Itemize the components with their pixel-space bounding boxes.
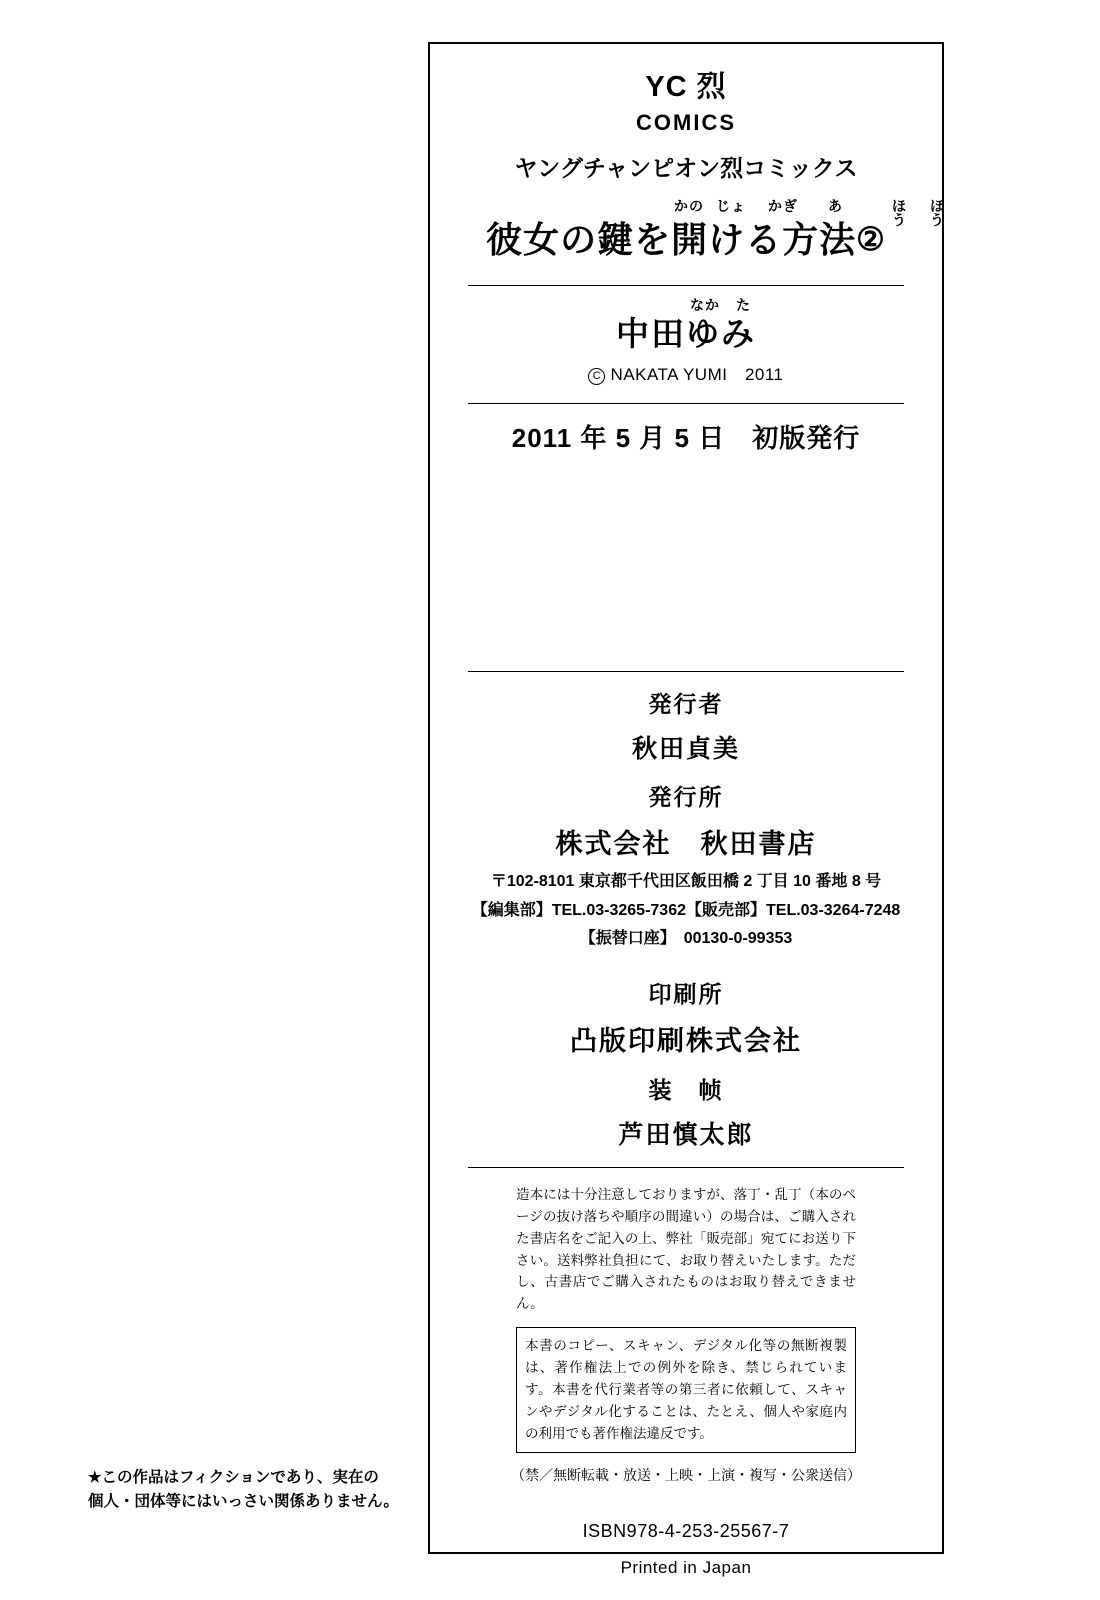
- colophon-panel: [428, 42, 945, 1578]
- imprint-main-label: YC 烈: [645, 71, 727, 103]
- book-title-text: 彼女の鍵を開ける方法: [486, 218, 857, 260]
- title-furigana-4: あ: [828, 197, 843, 214]
- publisher-company-name: 株式会社 秋田書店: [555, 829, 817, 860]
- divider-under-title: [468, 285, 904, 286]
- divider-under-author: [468, 403, 904, 404]
- title-furigana-5: ほう: [892, 197, 907, 228]
- imprint-sub-label: COMICS: [636, 109, 736, 135]
- title-furigana-2: じょ: [716, 197, 746, 214]
- title-furigana-1: かの: [674, 197, 704, 214]
- divider-above-publisher: [468, 671, 904, 672]
- publisher-person-label: 発行者: [648, 691, 724, 718]
- publication-date: 2011 年 5 月 5 日 初版発行: [511, 423, 861, 454]
- blank-spacer: [468, 455, 904, 661]
- isbn-number: ISBN978-4-253-25567-7: [582, 1521, 790, 1542]
- author-furigana-2: た: [736, 296, 751, 313]
- title-block: [468, 197, 945, 275]
- title-furigana-row: [468, 197, 945, 228]
- star-icon: ★: [88, 1469, 102, 1486]
- printed-in-japan: Printed in Japan: [620, 1558, 752, 1578]
- imprint-series-label: ヤングチャンピオン烈コミックス: [514, 154, 858, 181]
- publisher-furikae-account: 【振替口座】 00130-0-99353: [579, 930, 793, 948]
- volume-number: ②: [856, 220, 886, 257]
- publisher-person-name: 秋田貞美: [631, 735, 740, 764]
- copying-prohibition-box: 本書のコピー、スキャン、デジタル化等の無断複製は、著作権法上での例外を除き、禁じられています。本書を代行業者等の第三者に依頼して、スキャンやデジタル化することは、たとえ、個人や家庭内の利用でも著作権法違反です。: [516, 1327, 856, 1453]
- author-furigana-row: [468, 298, 904, 316]
- copyright-line: [468, 360, 904, 385]
- defect-notice-text: 造本には十分注意しておりますが、落丁・乱丁（本のページの抜け落ちや順序の間違い）の場合は、ご購入された書店名をご記入の上、弊社「販売部」宛てにお送り下さい。送料弊社負担にて、お取り替えいたします。ただし、古書店でご購入されたものはお取り替えできません。: [516, 1186, 856, 1312]
- publisher-address: 〒102-8101 東京都千代田区飯田橋 2 丁目 10 番地 8 号: [490, 873, 882, 891]
- author-furigana-1: なか: [690, 296, 720, 313]
- fiction-disclaimer-line1: この作品はフィクションであり、実在の: [101, 1469, 379, 1486]
- title-furigana-3: かぎ: [768, 197, 798, 214]
- fiction-disclaimer: [88, 1466, 418, 1514]
- publisher-telephone: 【編集部】TEL.03-3265-7362【販売部】TEL.03-3264-7248: [471, 901, 901, 919]
- designer-name: 芦田慎太郎: [618, 1120, 754, 1149]
- design-label: 装 帧: [648, 1076, 724, 1103]
- printer-label: 印刷所: [648, 980, 724, 1007]
- copyright-icon: C: [588, 368, 605, 385]
- divider-above-notice: [468, 1167, 904, 1168]
- colophon-inner: [430, 44, 945, 1578]
- printer-name: 凸版印刷株式会社: [570, 1025, 802, 1056]
- author-name: 中田ゆみ: [616, 314, 756, 352]
- publisher-company-label: 発行所: [648, 784, 724, 811]
- fiction-disclaimer-line2: 個人・団体等にはいっさい関係ありません。: [88, 1493, 399, 1511]
- book-title: [468, 218, 904, 260]
- author-block: [468, 298, 904, 385]
- title-furigana-6: ほう: [930, 197, 945, 228]
- rights-reserved-line: （禁／無断転載・放送・上映・上演・複写・公衆送信）: [511, 1467, 861, 1484]
- copyright-text: NAKATA YUMI 2011: [610, 365, 784, 385]
